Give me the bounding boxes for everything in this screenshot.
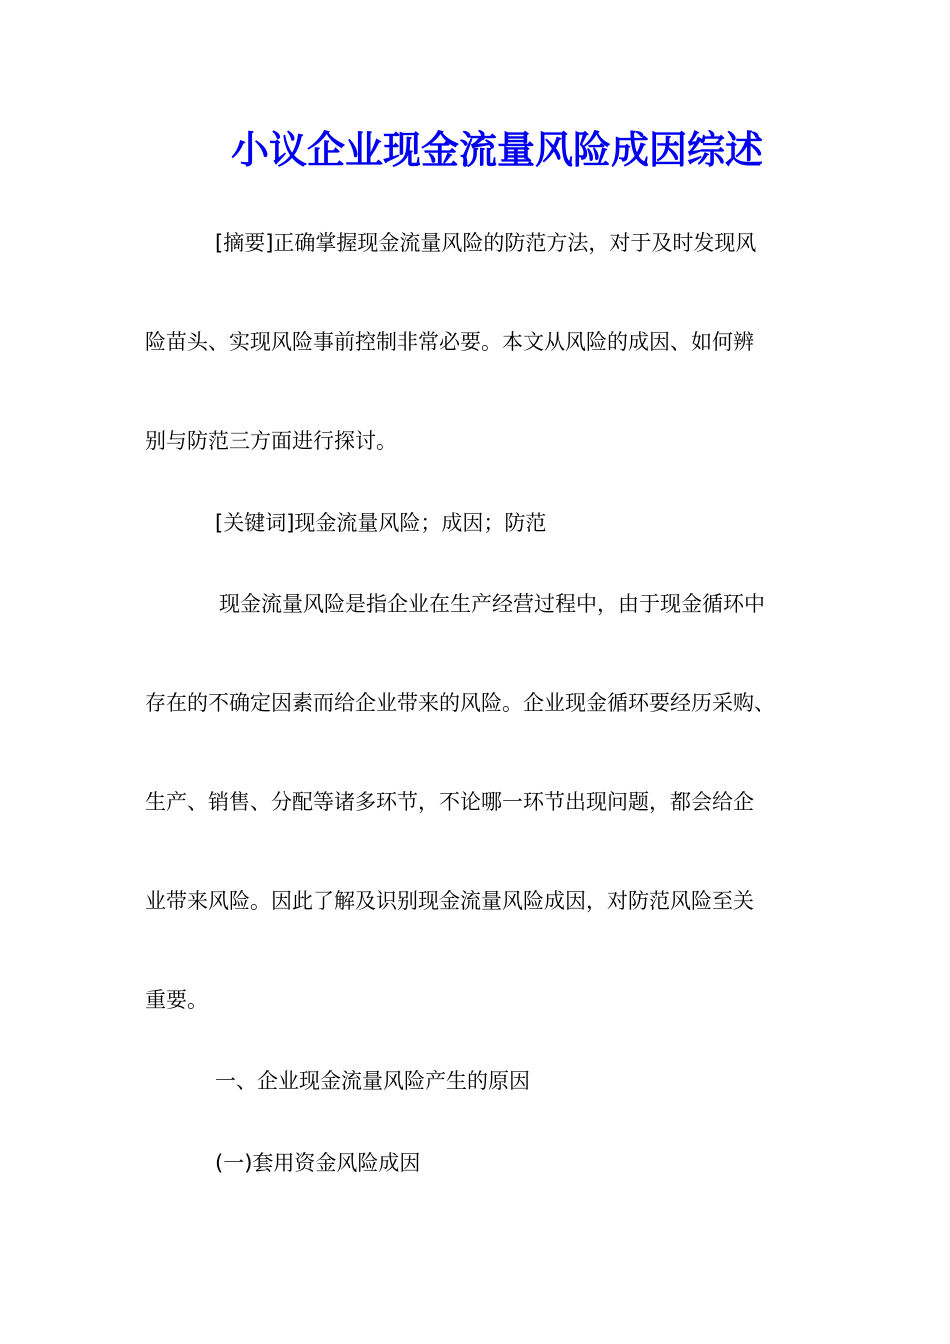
body-line-5: 重要。	[145, 988, 208, 1012]
abstract-line-3: 别与防范三方面进行探讨。	[145, 429, 397, 453]
body-line-3: 生产、销售、分配等诸多环节，不论哪一环节出现问题，都会给企	[145, 790, 754, 814]
body-line-4: 业带来风险。因此了解及识别现金流量风险成因，对防范风险至关	[145, 889, 754, 913]
abstract-line-2: 险苗头、实现风险事前控制非常必要。本文从风险的成因、如何辨	[145, 330, 754, 354]
abstract-line-1: [摘要]正确掌握现金流量风险的防范方法，对于及时发现风	[215, 231, 757, 255]
body-line-1: 现金流量风险是指企业在生产经营过程中，由于现金循环中	[219, 592, 765, 616]
subsection-heading-1: (一)套用资金风险成因	[215, 1151, 421, 1175]
section-heading-1: 一、企业现金流量风险产生的原因	[215, 1069, 530, 1093]
document-title: 小议企业现金流量风险成因综述	[230, 127, 763, 172]
keywords-line: [关键词]现金流量风险；成因；防范	[215, 511, 547, 535]
body-line-2: 存在的不确定因素而给企业带来的风险。企业现金循环要经历采购、	[145, 691, 775, 715]
